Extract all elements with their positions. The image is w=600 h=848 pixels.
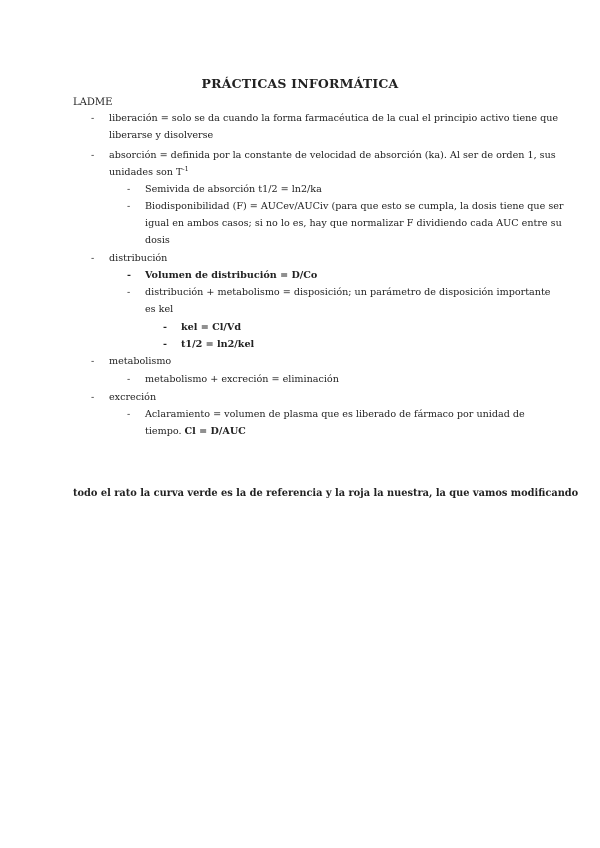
absorcion-line-1: absorción = definida por la constante de velocidad de absorción (ka). Al ser de orden 1, sus: [109, 150, 556, 161]
bullet-dash: -: [127, 374, 131, 385]
bullet-dash: -: [91, 356, 95, 367]
eliminacion-line: metabolismo + excreción = eliminación: [145, 374, 339, 385]
biodisponibilidad-line-1: Biodisponibilidad (F) = AUCev/AUCiv (para que esto se cumpla, la dosis tiene que ser: [145, 201, 564, 212]
absorcion-units-exponent: -1: [182, 164, 189, 173]
aclaramiento-line-2: [145, 424, 246, 440]
section-label: LADME: [73, 97, 113, 108]
absorcion-line-2: [109, 165, 189, 181]
bullet-dash: -: [91, 113, 95, 124]
disposicion-line-1: distribución + metabolismo = disposición; un parámetro de disposición importante: [145, 287, 551, 298]
biodisponibilidad-line-3: dosis: [145, 235, 170, 246]
bullet-dash: -: [91, 392, 95, 403]
semivida-kel-formula: t1/2 = ln2/kel: [181, 339, 255, 350]
biodisponibilidad-line-2: igual en ambos casos; si no lo es, hay que normalizar F dividiendo cada AUC entre su: [145, 218, 562, 229]
bullet-dash: -: [91, 253, 95, 264]
aclaramiento-line-1: Aclaramiento = volumen de plasma que es liberado de fármaco por unidad de: [145, 409, 525, 420]
volumen-distribucion: Volumen de distribución = D/Co: [145, 270, 318, 281]
aclaramiento-formula: Cl = D/AUC: [184, 426, 246, 437]
bullet-dash: -: [127, 201, 131, 212]
bullet-dash: -: [91, 150, 95, 161]
bullet-dash: -: [127, 184, 131, 195]
semivida-absorcion: Semivida de absorción t1/2 = ln2/ka: [145, 184, 322, 195]
absorcion-units-text: unidades son T: [109, 167, 183, 178]
bullet-dash: -: [163, 322, 167, 333]
bullet-dash: -: [163, 339, 167, 350]
liberacion-line-2: liberarse y disolverse: [109, 130, 214, 141]
disposicion-line-2: es kel: [145, 304, 174, 315]
liberacion-line-1: liberación = solo se da cuando la forma farmacéutica de la cual el principio activo tiene que: [109, 113, 559, 124]
bullet-dash: -: [127, 270, 131, 281]
distribucion-label: distribución: [109, 253, 168, 264]
metabolismo-label: metabolismo: [109, 356, 172, 367]
kel-formula: kel = Cl/Vd: [181, 322, 242, 333]
page-title: PRÁCTICAS INFORMÁTICA: [201, 76, 399, 91]
bullet-dash: -: [127, 409, 131, 420]
bullet-dash: -: [127, 287, 131, 298]
excrecion-label: excreción: [109, 392, 157, 403]
closing-note: todo el rato la curva verde es la de referencia y la roja la nuestra, la que vamos modificando: [73, 488, 579, 499]
aclaramiento-text: tiempo.: [145, 426, 185, 437]
